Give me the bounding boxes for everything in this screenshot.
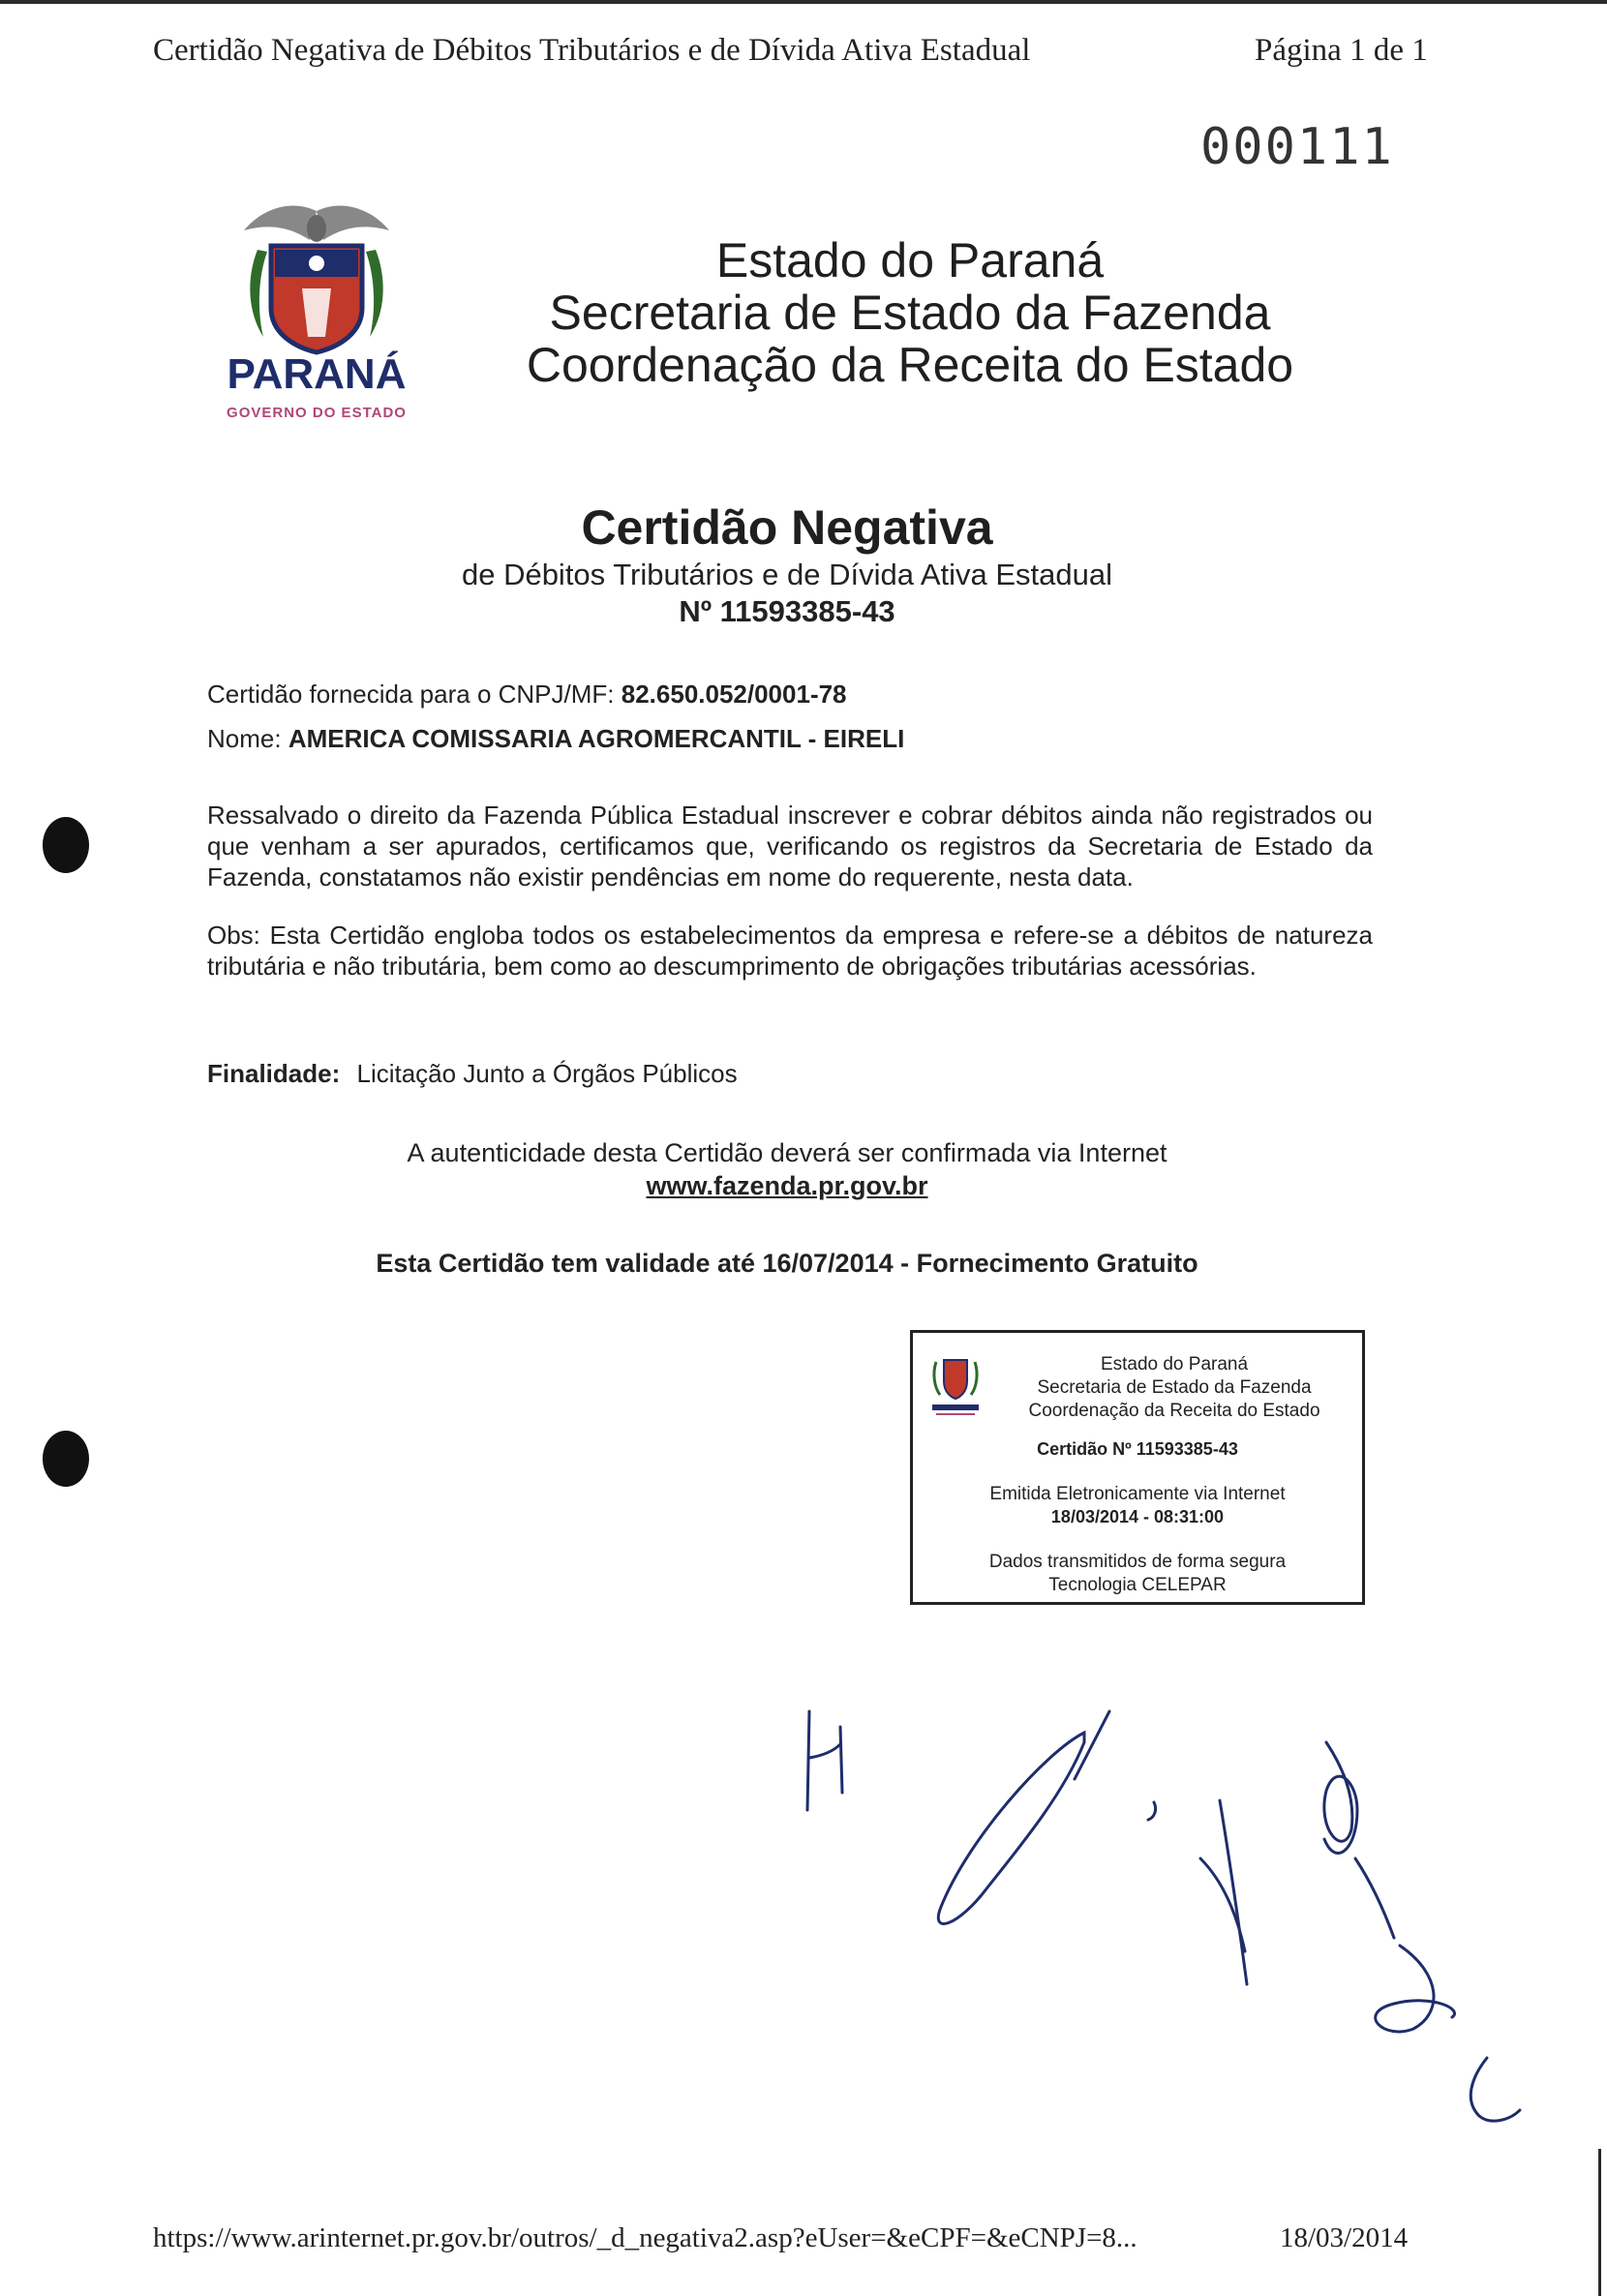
- stamp-coordination: Coordenação da Receita do Estado: [1028, 1401, 1320, 1421]
- parana-small-crest-icon: [926, 1352, 985, 1420]
- stamp-state: Estado do Paraná: [1100, 1354, 1249, 1375]
- stamp-tech-text: Tecnologia CELEPAR: [1048, 1575, 1227, 1595]
- name-value: AMERICA COMISSARIA AGROMERCANTIL - EIRELI: [288, 724, 905, 753]
- stamp-number: 000111: [1200, 118, 1394, 176]
- crest-subtitle: GOVERNO DO ESTADO: [227, 405, 407, 421]
- handwritten-page-number-annotation: [774, 1684, 1549, 2149]
- purpose-value: Licitação Junto a Órgãos Públicos: [356, 1059, 738, 1088]
- punch-hole-top: [43, 817, 89, 873]
- authenticity-text: A autenticidade desta Certidão deverá ser confirmada via Internet: [407, 1138, 1167, 1167]
- crest-wordmark: PARANÁ: [227, 350, 407, 398]
- stamp-secretariat: Secretaria de Estado da Fazenda: [1037, 1377, 1312, 1398]
- cnpj-label: Certidão fornecida para o CNPJ/MF:: [207, 680, 615, 709]
- validity-text: Esta Certidão tem validade até 16/07/2014 - Fornecimento Gratuito: [376, 1249, 1198, 1278]
- certification-paragraph: Ressalvado o direito da Fazenda Pública Estadual inscrever e cobrar débitos ainda não registrados ou que venham a ser apurados, certificamos que, verificando os registros da Secretaria de Estado da Fazenda, constatamos não existir pendências em nome do requerente, nesta data.: [207, 801, 1373, 891]
- purpose-line: [207, 1059, 738, 1089]
- name-label: Nome:: [207, 724, 282, 753]
- institution-state: Estado do Paraná: [715, 233, 1105, 287]
- electronic-stamp-box: [910, 1330, 1365, 1605]
- authenticity-link[interactable]: www.fazenda.pr.gov.br: [646, 1171, 928, 1200]
- stamp-issued-label: Emitida Eletronicamente via Internet: [989, 1484, 1286, 1504]
- certificate-subtitle: de Débitos Tributários e de Dívida Ativa Estadual: [461, 558, 1113, 591]
- stamp-certificate-number: Certidão Nº 11593385-43: [1037, 1439, 1238, 1459]
- purpose-label: Finalidade:: [207, 1059, 341, 1088]
- stamp-issued-datetime: 18/03/2014 - 08:31:00: [1050, 1507, 1225, 1526]
- holder-cnpj-line: [207, 680, 847, 710]
- certificate-number: Nº 11593385-43: [679, 594, 895, 628]
- right-edge-line: [1598, 2149, 1601, 2296]
- punch-hole-bottom: [43, 1431, 89, 1487]
- print-footer-date: 18/03/2014: [1280, 2222, 1409, 2253]
- cnpj-value: 82.650.052/0001-78: [621, 680, 847, 709]
- certificate-title: Certidão Negativa: [581, 500, 993, 555]
- print-header-page: Página 1 de 1: [1255, 33, 1428, 68]
- stamp-secure-text: Dados transmitidos de forma segura: [988, 1552, 1287, 1572]
- holder-name-line: [207, 724, 904, 754]
- top-border-line: [0, 0, 1607, 4]
- institution-coordination: Coordenação da Receita do Estado: [526, 338, 1294, 392]
- print-footer-url: https://www.arinternet.pr.gov.br/outros/_d_negativa2.asp?eUser=&eCPF=&eCNPJ=8...: [153, 2222, 1137, 2253]
- institution-secretariat: Secretaria de Estado da Fazenda: [549, 286, 1271, 340]
- observation-paragraph: Obs: Esta Certidão engloba todos os estabelecimentos da empresa e refere-se a débitos de natureza tributária e não tributária, bem como ao descumprimento de obrigações tributárias acessórias.: [207, 921, 1373, 981]
- print-header-title: Certidão Negativa de Débitos Tributários e de Dívida Ativa Estadual: [153, 33, 1031, 68]
